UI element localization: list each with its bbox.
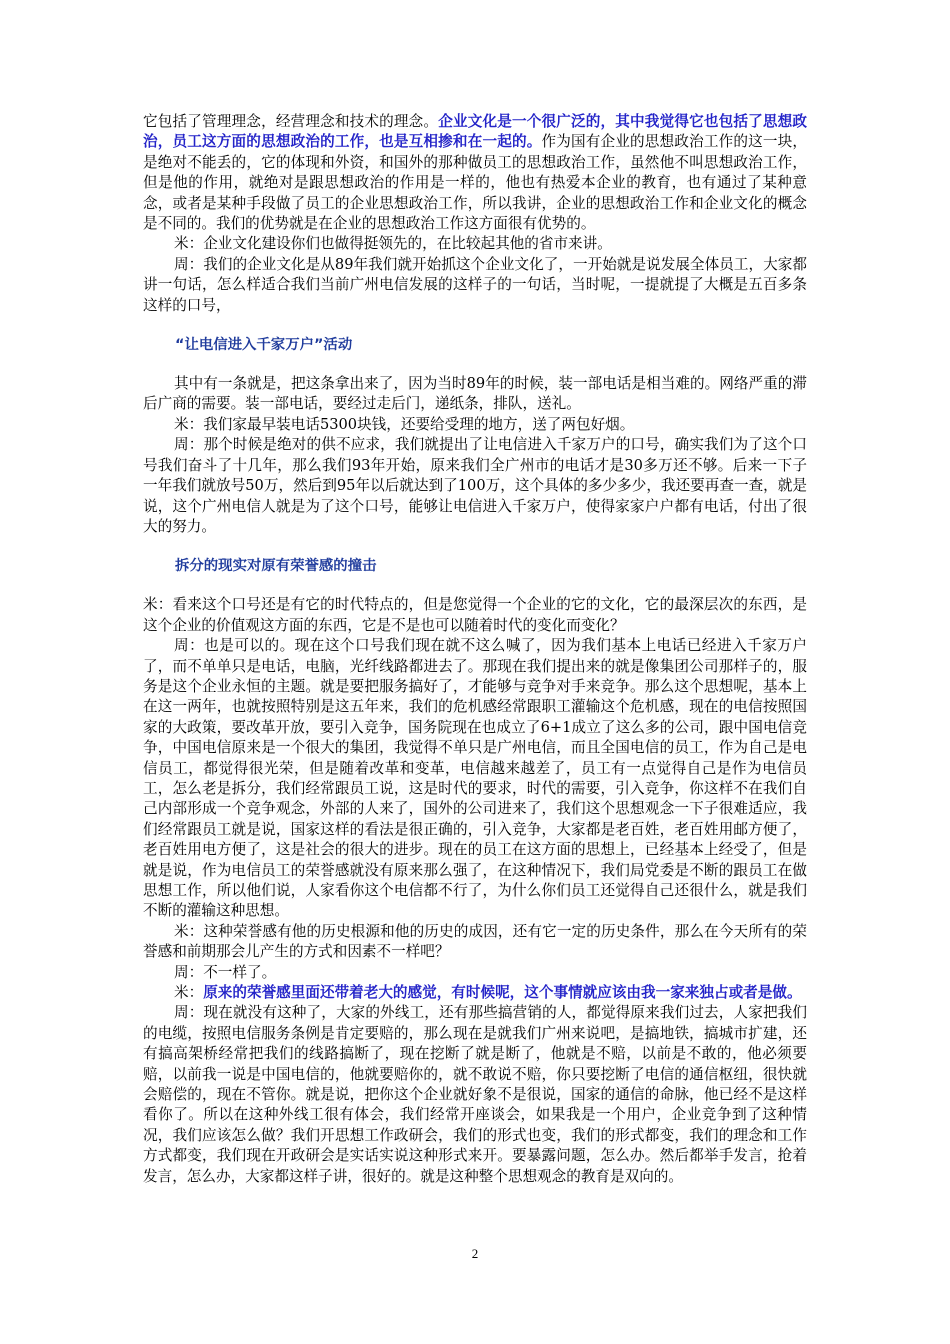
body-text: 作为国有企业的思想政治工作的这一块，是绝对不能丢的，它的体现和外资，和国外的那种做员工的思想政治工作，虽然他不叫思想政治工作，但是他的作用，就绝对是跟思想政治的作用是一样的，他也有热爱本企业的教育，也有通过了某种意念，或者是某种手段做了员工的企业思想政治工作，所以我讲，企业的思想政治工作和企业文化的概念是不同的。我们的优势就是在企业的思想政治工作这方面很有优势的。 [143, 133, 807, 233]
body-text: 它包括了管理理念，经营理念和技术的理念。 [143, 113, 439, 130]
document-body [143, 112, 807, 1187]
highlighted-text: 企业文化是一个很广泛的，其中我觉得它也包括了思想政治，员工这方面的思想政治的工作，也是互相掺和在一起的。 [143, 113, 807, 151]
paragraph: 米：这种荣誉感有他的历史根源和他的历史的成因，还有它一定的历史条件，那么在今天所有的荣誉感和前期那会儿产生的方式和因素不一样吧？ [143, 922, 807, 961]
section-heading: 拆分的现实对原有荣誉感的撞击 [175, 558, 377, 575]
paragraph [143, 983, 807, 1003]
paragraph [143, 112, 807, 234]
paragraph: 周：也是可以的。现在这个口号我们现在就不这么喊了，因为我们基本上电话已经进入千家万户了，而不单单只是电话，电脑，光纤线路都进去了。那现在我们提出来的就是像集团公司那样子的，服务是这个企业永恒的主题。就是要把服务搞好了，才能够与竞争对手来竞争。那么这个思想呢，基本上在这一两年，也就按照特别是这五年来，我们的危机感经常跟职工灌输这个危机感，现在的电信按照国家的大政策，要改革开放，要引入竞争，国务院现在也成立了6+1成立了这么多的公司，跟中国电信竞争，中国电信原来是一个很大的集团，我觉得不单只是广州电信，而且全国电信的员工，作为自己是电信员工，都觉得很光荣，但是随着改革和变革，电信越来越差了，员工有一点觉得自己是作为电信员工，怎么老是拆分，我们经常跟员工说，这是时代的要求，时代的需要，引入竞争，你这样不在我们自己内部形成一个竞争观念，外部的人来了，国外的公司进来了，我们这个思想观念一下子很难适应，我们经常跟员工就是说，国家这样的看法是很正确的，引入竞争，大家都是老百姓，老百姓用邮方便了，老百姓用电方便了，这是社会的很大的进步。现在的员工在这方面的思想上，已经基本上经受了，但是就是说，作为电信员工的荣誉感就没有原来那么强了，在这种情况下，我们局党委是不断的跟员工在做思想工作，所以他们说，人家看你这个电信都不行了，为什么你们员工还觉得自己还很什么，就是我们不断的灌输这种思想。 [143, 637, 807, 920]
paragraph: 周：那个时候是绝对的供不应求，我们就提出了让电信进入千家万户的口号，确实我们为了这个口号我们奋斗了十几年，那么我们93年开始，原来我们全广州市的电话才是30多万还不够。后来一下子一年我们就放号50万，然后到95年以后就达到了100万，这个具体的多少多少，我还要再查一查，就是说，这个广州电信人就是为了这个口号，能够让电信进入千家万户，使得家家户户都有电话，付出了很大的努力。 [143, 436, 807, 535]
paragraph: 米：我们家最早装电话5300块钱，还要给受理的地方，送了两包好烟。 [174, 415, 635, 433]
paragraph: 周：不一样了。 [174, 963, 277, 981]
paragraph: 周：现在就没有这种了，大家的外线工，还有那些搞营销的人，都觉得原来我们过去，人家把我们的电缆，按照电信服务条例是肯定要赔的，那么现在是就我们广州来说吧，是搞地铁，搞城市扩建，还有搞高架桥经常把我们的线路搞断了，现在挖断了就是断了，他就是不赔，以前是不敢的，他必须要赔，以前我一说是中国电信的，他就要赔你的，就不敢说不赔，你只要挖断了电信的通信枢纽，很快就会赔偿的，现在不管你。就是说，把你这个企业就好象不是很说，国家的通信的命脉，他已经不是这样看你了。所以在这种外线工很有体会，我们经常开座谈会，如果我是一个用户，企业竞争到了这种情况，我们应该怎么做？我们开思想工作政研会，我们的形式也变，我们的形式都变，我们的理念和工作方式都变，我们现在开政研会是实话实说这种形式来开。要暴露问题，怎么办。然后都举手发言，抢着发言，怎么办，大家都这样子讲，很好的。就是这种整个思想观念的教育是双向的。 [143, 1004, 807, 1185]
paragraph: 米：企业文化建设你们也做得挺领先的，在比较起其他的省市来讲。 [174, 235, 612, 253]
paragraph: 周：我们的企业文化是从89年我们就开始抓这个企业文化了，一开始就是说发展全体员工，大家都讲一句话，怎么样适合我们当前广州电信发展的这样子的一句话，当时呢，一提就提了大概是五百多条这样的口号， [143, 255, 807, 314]
page-number: 2 [471, 1246, 479, 1261]
section-heading: “让电信进入千家万户”活动 [175, 337, 353, 354]
paragraph: 其中有一条就是，把这条拿出来了，因为当时89年的时候，装一部电话是相当难的。网络严重的滞后广商的需要。装一部电话，要经过走后门，递纸条，排队，送礼。 [143, 375, 807, 413]
paragraph: 米：看来这个口号还是有它的时代特点的，但是您觉得一个企业的它的文化，它的最深层次的东西，是这个企业的价值观这方面的东西，它是不是也可以随着时代的变化而变化？ [143, 596, 807, 634]
highlighted-text: 原来的荣誉感里面还带着老大的感觉，有时候呢，这个事情就应该由我一家来独占或者是做。 [203, 984, 802, 1002]
speaker-label: 米： [174, 984, 204, 1002]
